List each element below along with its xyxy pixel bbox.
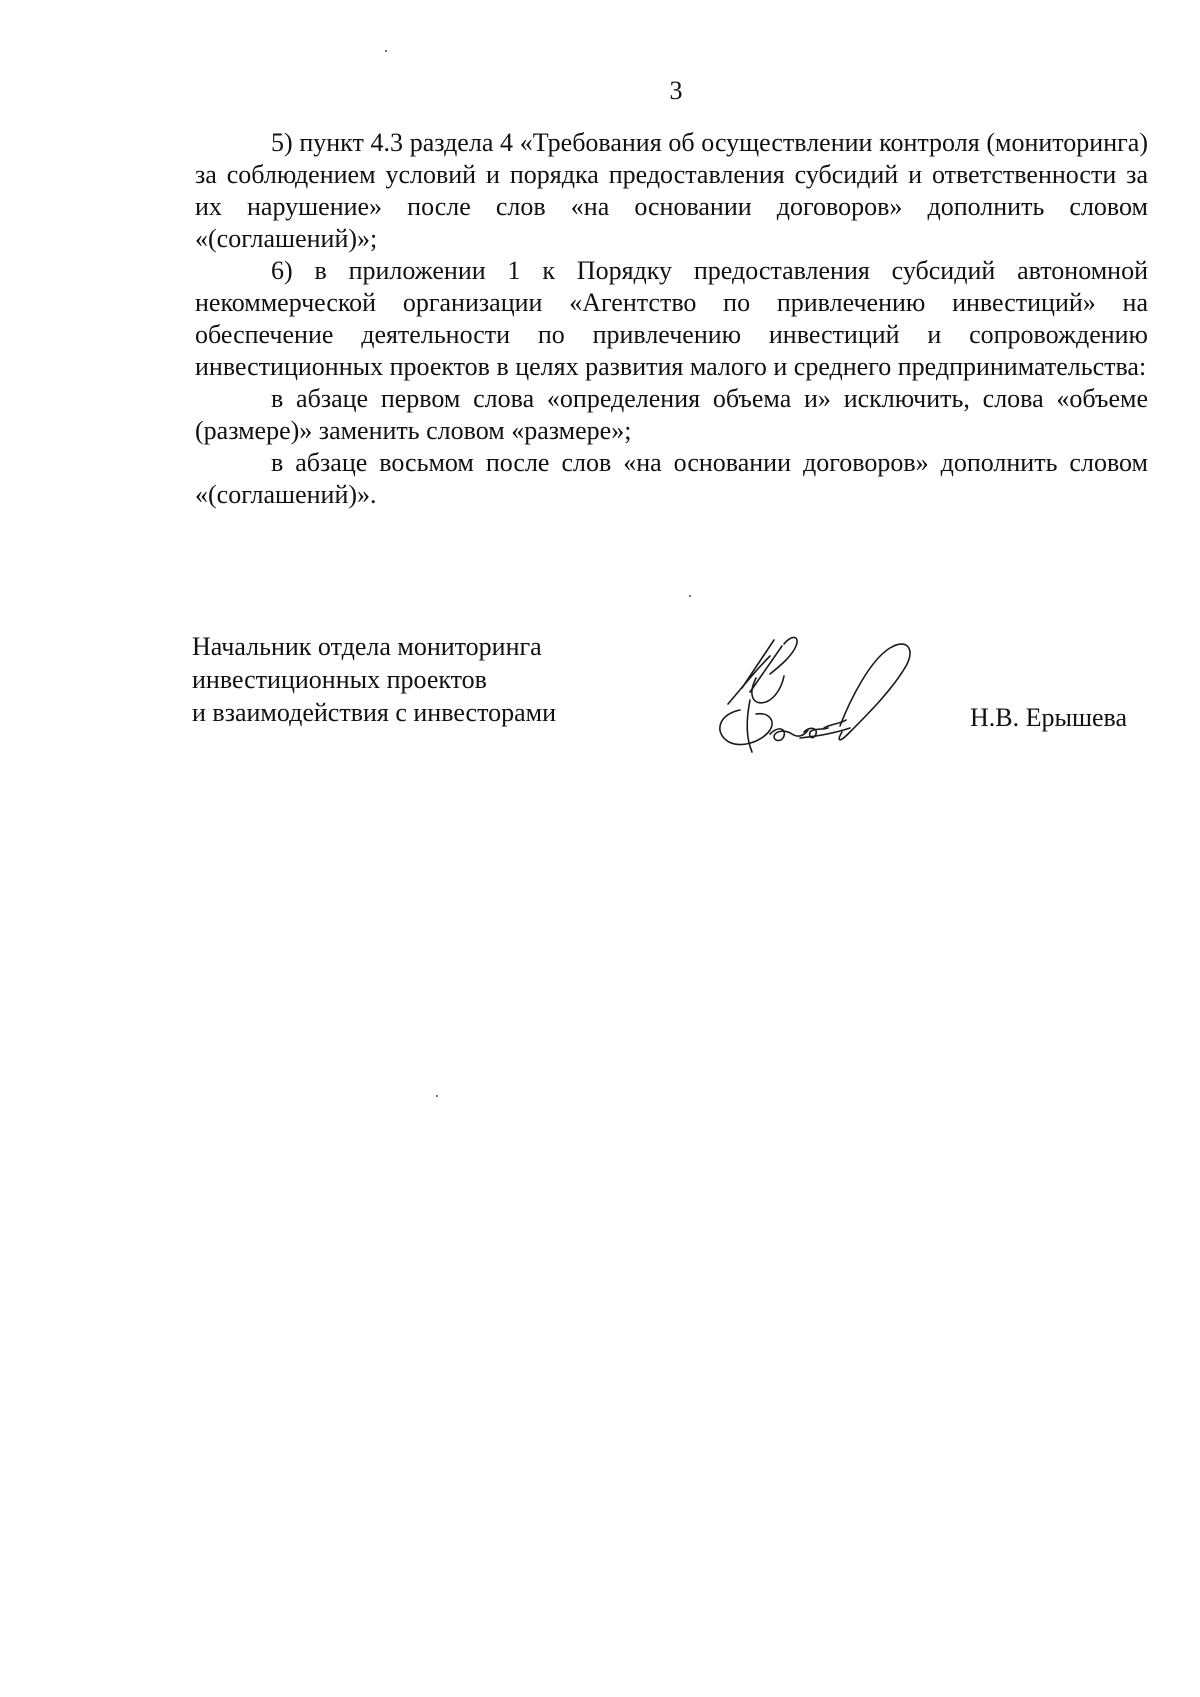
document-body bbox=[195, 127, 1148, 511]
position-line-2: инвестиционных проектов bbox=[192, 665, 487, 694]
paragraph-first-abzats: в абзаце первом слова «определения объема и» исключить, слова «объеме (размере)» заменить словом «размере»; bbox=[195, 384, 1148, 445]
page-number: 3 bbox=[669, 76, 683, 105]
position-line-1: Начальник отдела мониторинга bbox=[192, 632, 542, 661]
scan-speck bbox=[385, 50, 387, 52]
paragraph-item-6: 6) в приложении 1 к Порядку предоставления субсидий автономной некоммерческой организации «Агентство по привлечению инвестиций» на обеспечение деятельности по привлечению инвестиций и сопровождению инвестиционных проектов в целях развития малого и среднего предпринимательства: bbox=[195, 256, 1148, 381]
paragraph-item-5: 5) пункт 4.3 раздела 4 «Требования об осуществлении контроля (мониторинга) за соблюдением условий и порядка предоставления субсидий и ответственности за их нарушение» после слов «на основании договоров» дополнить словом «(соглашений)»; bbox=[195, 128, 1148, 253]
signature-position bbox=[192, 630, 556, 729]
position-line-3: и взаимодействия с инвесторами bbox=[192, 698, 556, 727]
scan-speck bbox=[689, 595, 691, 597]
handwritten-signature-icon bbox=[700, 630, 960, 770]
paragraph-eighth-abzats: в абзаце восьмом после слов «на основании договоров» дополнить словом «(соглашений)». bbox=[195, 448, 1148, 509]
scan-speck bbox=[436, 1095, 438, 1097]
signer-name: Н.В. Ерышева bbox=[970, 703, 1128, 732]
